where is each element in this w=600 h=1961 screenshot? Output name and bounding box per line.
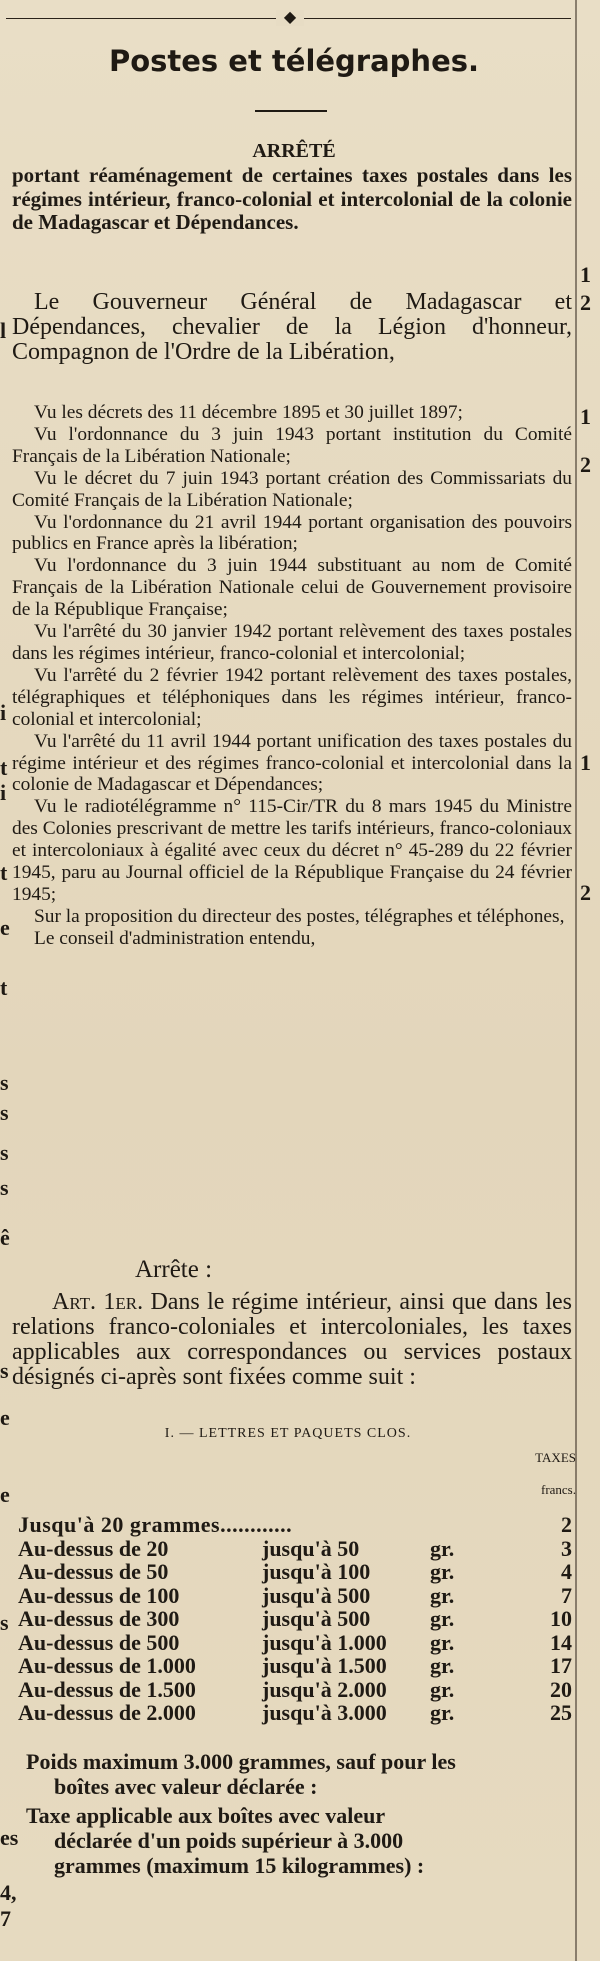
left-margin-fragments	[0, 0, 19, 1961]
margin-fragment: 1	[580, 404, 591, 429]
tax-value: 2	[561, 1512, 572, 1537]
visa-item: Le conseil d'administration entendu,	[34, 927, 316, 949]
table-row	[18, 1701, 592, 1725]
tax-value: 20	[550, 1676, 572, 1702]
tax-value: 17	[550, 1653, 572, 1678]
decree-heading: ARRÊTÉ	[252, 140, 336, 162]
margin-fragment: e	[0, 1405, 10, 1430]
unit: gr.	[430, 1535, 455, 1561]
note-valued-boxes: Taxe applicable aux boîtes avec valeur déclarée d'un poids supérieur à 3.000 grammes (maximum 15 kilogrammes) :	[26, 1803, 425, 1878]
margin-fragment: i	[0, 780, 7, 805]
weight-to: jusqu'à 500	[262, 1582, 371, 1608]
visa-item: Vu l'ordonnance du 3 juin 1943 portant institution du Comité Français de la Libération Nationale;	[12, 423, 572, 467]
margin-fragment: 2	[580, 880, 591, 905]
weight-to: jusqu'à 1.000	[262, 1629, 387, 1655]
visa-item: Vu le radiotélégramme n° 115-Cir/TR du 8 mars 1945 du Ministre des Colonies prescrivant de mettre les tarifs intérieurs, franco-coloniaux et intercoloniaux à égalité avec ceux du décret n° 45-289 du 22 février 1945, paru au Journal officiel de la République Française du 24 février 1945;	[12, 796, 572, 905]
visa-item: Vu l'ordonnance du 21 avril 1944 portant organisation des pouvoirs publics en France après la libération;	[12, 511, 572, 555]
table-row	[18, 1584, 592, 1608]
weight-to: jusqu'à 2.000	[262, 1676, 387, 1702]
margin-fragment: s	[0, 1610, 9, 1635]
tax-table	[18, 1513, 592, 1725]
weight-from: Au-dessus de 2.000	[18, 1700, 196, 1725]
column-header-francs: francs.	[540, 1482, 576, 1497]
margin-fragment: i	[0, 700, 7, 725]
weight-to: jusqu'à 1.500	[262, 1653, 387, 1678]
tax-value: 7	[561, 1582, 572, 1608]
tax-value: 25	[550, 1700, 572, 1725]
weight-from: Au-dessus de 1.500	[18, 1676, 196, 1702]
margin-fragment: s	[0, 1100, 9, 1125]
tax-value: 3	[561, 1535, 572, 1561]
margin-fragment: t	[0, 755, 8, 780]
table-section-heading: I. — LETTRES ET PAQUETS CLOS.	[164, 1426, 412, 1441]
visas-list	[12, 402, 572, 950]
weight-from: Au-dessus de 50	[18, 1559, 169, 1584]
margin-fragment: t	[0, 860, 8, 885]
margin-fragment: e	[0, 915, 10, 940]
weight-from: Au-dessus de 20	[18, 1535, 169, 1561]
margin-fragment: s	[0, 1140, 9, 1165]
column-header-taxes: TAXES	[535, 1450, 576, 1465]
weight-to: jusqu'à 3.000	[262, 1700, 387, 1725]
tax-value: 10	[550, 1606, 572, 1631]
visa-item: Vu l'arrêté du 30 janvier 1942 portant relèvement des taxes postales dans les régimes intérieur, franco-colonial et intercolonial;	[12, 621, 572, 664]
tax-value: 14	[550, 1629, 572, 1655]
unit: gr.	[430, 1653, 455, 1678]
margin-fragment: l	[0, 318, 7, 343]
arrete-word: Arrête :	[135, 1256, 213, 1283]
unit: gr.	[430, 1606, 455, 1631]
table-row	[18, 1537, 592, 1561]
visa-item: Sur la proposition du directeur des postes, télégraphes et téléphones,	[34, 905, 565, 927]
section-title: Postes et télégraphes.	[108, 44, 480, 78]
weight-to: jusqu'à 50	[262, 1535, 360, 1561]
governor-paragraph: Le Gouverneur Général de Madagascar et Dépendances, chevalier de la Légion d'honneur, Compagnon de l'Ordre de la Libération,	[12, 289, 572, 365]
unit: gr.	[430, 1582, 455, 1608]
visa-item: Vu le décret du 7 juin 1943 portant création des Commissariats du Comité Français de la Libération Nationale;	[12, 467, 572, 511]
margin-fragment: ê	[0, 1225, 10, 1250]
margin-fragment: 1	[580, 262, 591, 287]
article-1	[12, 1290, 572, 1390]
unit: gr.	[430, 1629, 455, 1655]
margin-fragment: t	[0, 975, 8, 1000]
margin-fragment: 2	[580, 290, 591, 315]
unit: gr.	[430, 1700, 455, 1725]
margin-fragment: e	[0, 1482, 10, 1507]
margin-fragment: es	[0, 1825, 19, 1850]
margin-fragment: 2	[580, 452, 591, 477]
weight-to: jusqu'à 500	[262, 1606, 371, 1631]
visa-item: Vu l'ordonnance du 3 juin 1944 substituant au nom de Comité Français de la Libération Nationale celui de Gouvernement provisoire de la République Française;	[12, 555, 572, 621]
visa-item: Vu l'arrêté du 11 avril 1944 portant unification des taxes postales du régime intérieur et des régimes franco-colonial et intercolonial dans la colonie de Madagascar et Dépendances;	[12, 730, 572, 796]
table-row	[18, 1560, 592, 1584]
visa-item: Vu l'arrêté du 2 février 1942 portant relèvement des taxes postales, télégraphiques et téléphoniques dans les régimes intérieur, franco-colonial et intercolonial;	[12, 664, 572, 730]
margin-fragment: 4,	[0, 1880, 17, 1905]
margin-fragment: s	[0, 1070, 9, 1095]
table-row	[18, 1654, 592, 1678]
unit: gr.	[430, 1559, 455, 1584]
margin-fragment: 1	[580, 750, 591, 775]
table-row	[18, 1513, 592, 1537]
note-max-weight: Poids maximum 3.000 grammes, sauf pour les boîtes avec valeur déclarée :	[26, 1749, 456, 1799]
ornament: ◆	[276, 10, 304, 26]
visa-item: Vu les décrets des 11 décembre 1895 et 30 juillet 1897;	[34, 402, 463, 423]
margin-fragment: s	[0, 1358, 9, 1383]
margin-fragment: s	[0, 1175, 9, 1200]
weight-from: Au-dessus de 1.000	[18, 1653, 196, 1678]
title-underline	[255, 110, 327, 112]
tax-value: 4	[561, 1559, 572, 1584]
weight-range: Jusqu'à 20 grammes............	[18, 1512, 293, 1537]
weight-from: Au-dessus de 500	[18, 1629, 180, 1655]
article-1-text: Dans le régime intérieur, ainsi que dans les relations franco-coloniales et intercoloniales, les taxes applicables aux correspondances ou services postaux désignés ci-après sont fixées comme suit :	[12, 1289, 573, 1390]
unit: gr.	[430, 1676, 455, 1702]
article-1-label: Art. 1er.	[52, 1289, 144, 1315]
weight-from: Au-dessus de 100	[18, 1582, 180, 1608]
table-row	[18, 1678, 592, 1702]
table-notes	[26, 1749, 466, 1882]
decree-subject: portant réaménagement de certaines taxes postales dans les régimes intérieur, franco-colonial et intercolonial de la colonie de Madagascar et Dépendances.	[12, 163, 572, 234]
table-row	[18, 1631, 592, 1655]
table-row	[18, 1607, 592, 1631]
margin-fragment: 7	[0, 1906, 11, 1931]
weight-from: Au-dessus de 300	[18, 1606, 180, 1631]
weight-to: jusqu'à 100	[262, 1559, 371, 1584]
